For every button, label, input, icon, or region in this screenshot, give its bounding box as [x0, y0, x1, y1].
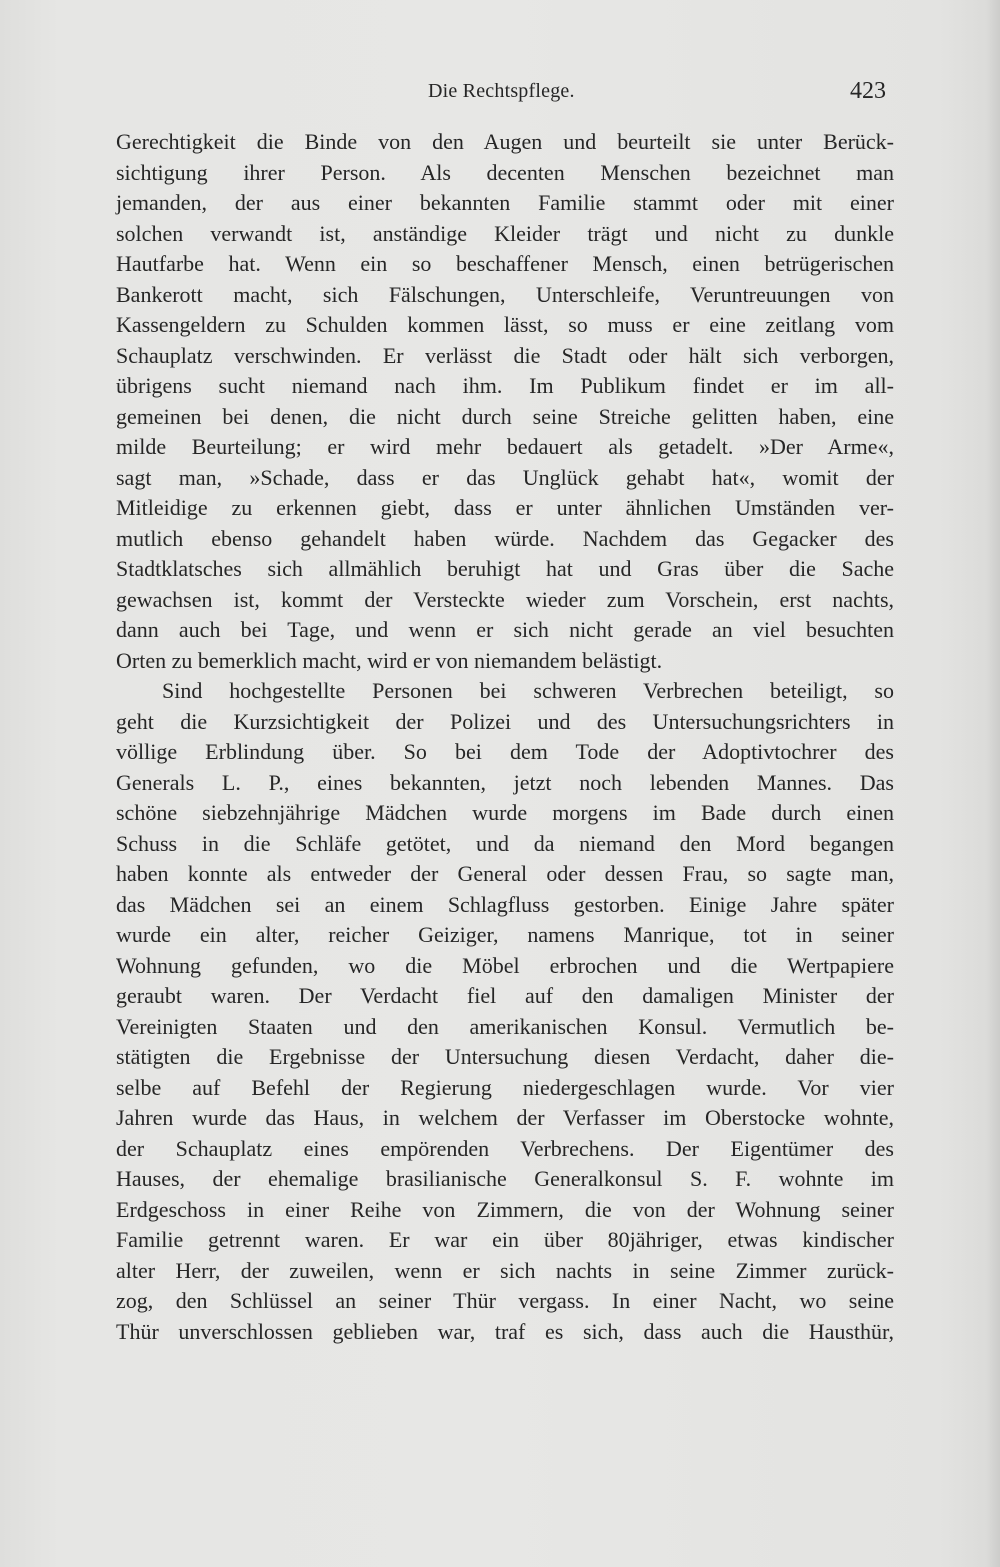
text-line: Schuss in die Schläfe getötet, und da niemand den Mord begangen	[116, 830, 894, 856]
text-line: solchen verwandt ist, anständige Kleider trägt und nicht zu dunkle	[116, 220, 894, 246]
text-line: Vereinigten Staaten und den amerikanischen Konsul. Vermutlich be-	[116, 1013, 894, 1039]
text-line: jemanden, der aus einer bekannten Familie stammt oder mit einer	[116, 190, 894, 215]
text-line: gemeinen bei denen, die nicht durch seine Streiche gelitten haben, eine	[116, 403, 894, 429]
text-line: haben konnte als entweder der General oder dessen Frau, so sagte man,	[116, 861, 894, 886]
body-text	[116, 127, 894, 1347]
text-line: Kassengeldern zu Schulden kommen lässt, so muss er eine zeitlang vom	[116, 312, 894, 337]
text-line: das Mädchen sei an einem Schlagfluss gestorben. Einige Jahre später	[116, 891, 894, 917]
text-line: Bankerott macht, sich Fälschungen, Unterschleife, Veruntreuungen von	[116, 281, 894, 307]
text-line: Hautfarbe hat. Wenn ein so beschaffener Mensch, einen betrügerischen	[116, 251, 894, 276]
text-line: alter Herr, der zuweilen, wenn er sich nachts in seine Zimmer zurück-	[116, 1257, 894, 1283]
text-line: der Schauplatz eines empörenden Verbrechens. Der Eigentümer des	[116, 1135, 894, 1161]
text-line: zog, den Schlüssel an seiner Thür vergass. In einer Nacht, wo seine	[116, 1288, 894, 1313]
text-line: wurde ein alter, reicher Geiziger, namens Manrique, tot in seiner	[116, 922, 894, 947]
paragraph-end-line: Orten zu bemerklich macht, wird er von niemandem belästigt.	[116, 647, 663, 673]
text-line: Gerechtigkeit die Binde von den Augen und beurteilt sie unter Berück-	[116, 129, 894, 154]
text-line: sagt man, »Schade, dass er das Unglück gehabt hat«, womit der	[116, 464, 894, 490]
text-line: Jahren wurde das Haus, in welchem der Verfasser im Oberstocke wohnte,	[116, 1105, 894, 1130]
running-title: Die Rechtspflege.	[428, 80, 575, 102]
text-line: übrigens sucht niemand nach ihm. Im Publikum findet er im all-	[116, 373, 894, 398]
text-line: Mitleidige zu erkennen giebt, dass er unter ähnlichen Umständen ver-	[116, 495, 894, 520]
text-line: mutlich ebenso gehandelt haben würde. Nachdem das Gegacker des	[116, 525, 894, 551]
text-line: milde Beurteilung; er wird mehr bedauert als getadelt. »Der Arme«,	[116, 434, 894, 459]
text-line: selbe auf Befehl der Regierung niedergeschlagen wurde. Vor vier	[116, 1074, 894, 1100]
text-line: stätigten die Ergebnisse der Untersuchung diesen Verdacht, daher die-	[116, 1044, 894, 1069]
paragraph-start-line: Sind hochgestellte Personen bei schweren Verbrechen beteiligt, so	[162, 678, 894, 703]
text-line: Stadtklatsches sich allmählich beruhigt hat und Gras über die Sache	[116, 556, 894, 581]
text-line: schöne siebzehnjährige Mädchen wurde morgens im Bade durch einen	[116, 800, 894, 825]
text-line: Thür unverschlossen geblieben war, traf es sich, dass auch die Hausthür,	[116, 1318, 894, 1344]
text-line: Schauplatz verschwinden. Er verlässt die Stadt oder hält sich verborgen,	[116, 342, 894, 368]
text-line: geraubt waren. Der Verdacht fiel auf den damaligen Minister der	[116, 983, 894, 1008]
text-line: geht die Kurzsichtigkeit der Polizei und des Untersuchungsrichters in	[116, 708, 894, 734]
page-number: 423	[850, 78, 886, 104]
text-line: dann auch bei Tage, und wenn er sich nicht gerade an viel besuchten	[116, 617, 894, 642]
text-line: Hauses, der ehemalige brasilianische Generalkonsul S. F. wohnte im	[116, 1166, 894, 1191]
text-line: Generals L. P., eines bekannten, jetzt noch lebenden Mannes. Das	[116, 769, 894, 795]
text-line: Wohnung gefunden, wo die Möbel erbrochen und die Wertpapiere	[116, 952, 894, 978]
page-edge-shadow	[986, 0, 1000, 1567]
text-line: gewachsen ist, kommt der Versteckte wieder zum Vorschein, erst nachts,	[116, 586, 894, 612]
text-line: völlige Erblindung über. So bei dem Tode der Adoptivtochrer des	[116, 739, 894, 764]
text-line: Erdgeschoss in einer Reihe von Zimmern, die von der Wohnung seiner	[116, 1196, 894, 1222]
text-line: Familie getrennt waren. Er war ein über 80jähriger, etwas kindischer	[116, 1227, 894, 1252]
text-line: sichtigung ihrer Person. Als decenten Menschen bezeichnet man	[116, 159, 894, 185]
